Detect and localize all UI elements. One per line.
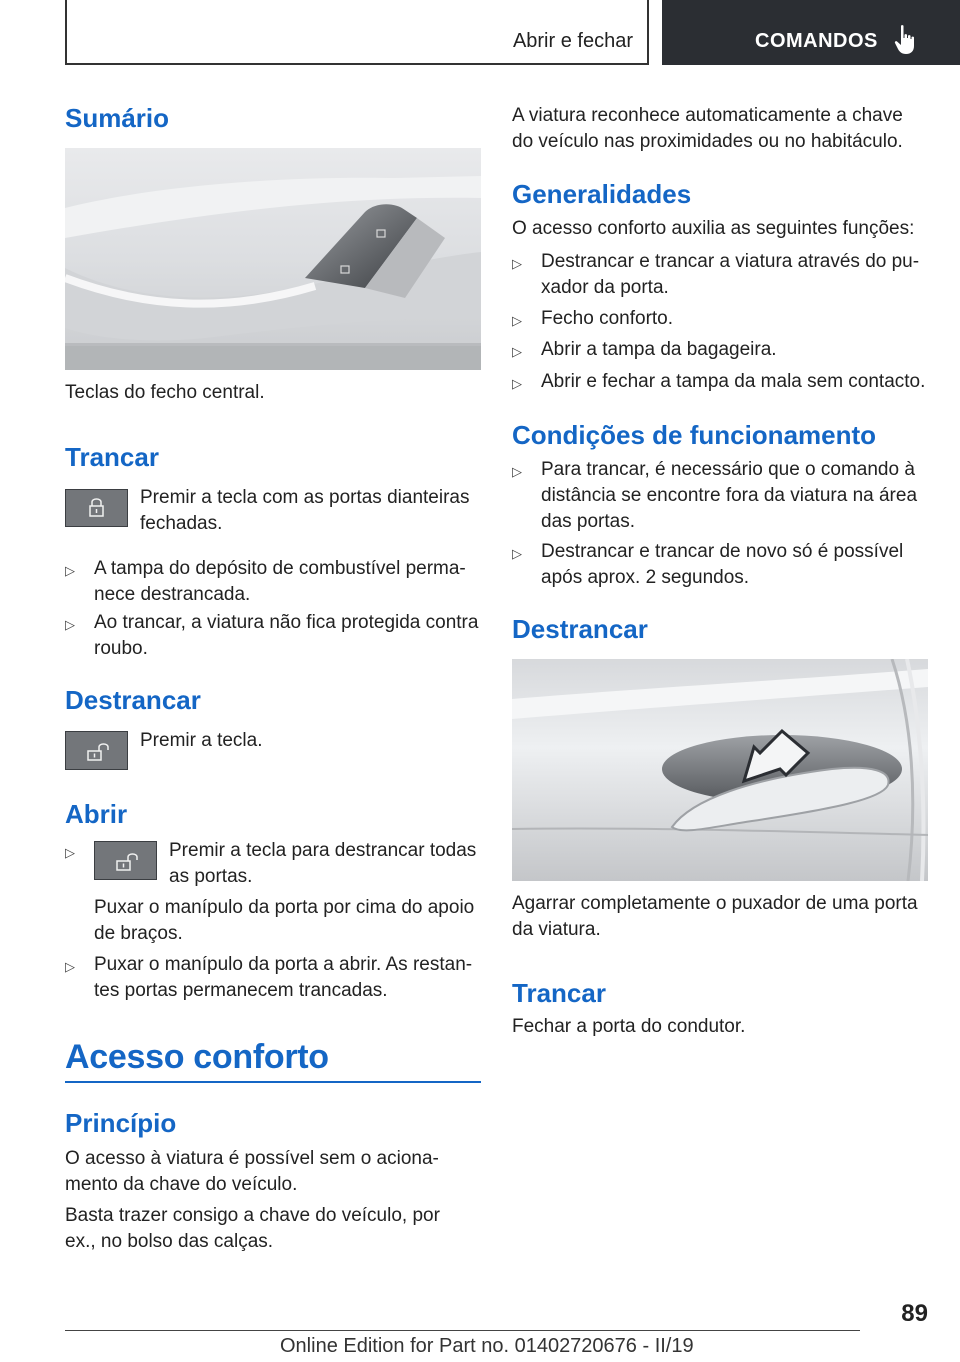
unlock-key-image xyxy=(65,731,128,770)
lock-heading: Trancar xyxy=(65,442,159,472)
open-bullet-text: Premir a tecla para destrancar todas as portas. xyxy=(169,840,477,887)
heading-rule xyxy=(65,1081,481,1083)
padlock-open-icon xyxy=(95,842,156,879)
page-number: 89 xyxy=(901,1300,928,1327)
header-section-box xyxy=(65,0,649,65)
unlock-heading: Destrancar xyxy=(512,614,648,644)
principle-heading: Princípio xyxy=(65,1108,177,1138)
header-section-title: Abrir e fechar xyxy=(512,30,633,52)
header-chapter-label: COMANDOS xyxy=(755,30,878,52)
principle-paragraph-1: O acesso à viatura é possível sem o aciona-mento da chave do veículo. xyxy=(65,1148,439,1195)
open-heading: Abrir xyxy=(65,799,128,829)
unlock-caption: Agarrar completamente o puxador de uma porta da viatura. xyxy=(512,893,918,940)
lock-key-image xyxy=(65,489,128,527)
door-handle-photo xyxy=(512,659,928,881)
footer-edition: Online Edition for Part no. 01402720676 - II/19 xyxy=(280,1335,694,1357)
lock-text: Premir a tecla com as portas dianteiras fechadas. xyxy=(140,487,470,534)
unlock-key-image xyxy=(94,841,157,880)
padlock-closed-icon xyxy=(66,490,127,526)
padlock-open-icon xyxy=(66,732,127,769)
summary-heading: Sumário xyxy=(65,103,170,133)
conditions-heading: Condições de funcionamento xyxy=(512,420,877,450)
door-panel-photo xyxy=(65,148,481,370)
pointing-hand-icon xyxy=(894,24,920,56)
general-heading: Generalidades xyxy=(512,179,692,209)
header-chapter-tab[interactable] xyxy=(662,0,960,65)
lock-heading: Trancar xyxy=(512,978,606,1008)
comfort-access-heading: Acesso conforto xyxy=(65,1038,329,1076)
unlock-text: Premir a tecla. xyxy=(140,730,263,751)
lock-text: Fechar a porta do condutor. xyxy=(512,1016,746,1037)
open-bullet-subtext: Puxar o manípulo da porta por cima do apoio de braços. xyxy=(94,897,475,944)
footer-rule xyxy=(65,1330,860,1331)
summary-caption: Teclas do fecho central. xyxy=(65,382,265,403)
unlock-heading: Destrancar xyxy=(65,685,201,715)
principle-paragraph-2: Basta trazer consigo a chave do veículo, por ex., no bolso das calças. xyxy=(65,1205,440,1252)
general-text: O acesso conforto auxilia as seguintes funções: xyxy=(512,218,915,239)
intro-paragraph: A viatura reconhece automaticamente a chave do veículo nas proximidades ou no habitáculo. xyxy=(512,105,903,152)
